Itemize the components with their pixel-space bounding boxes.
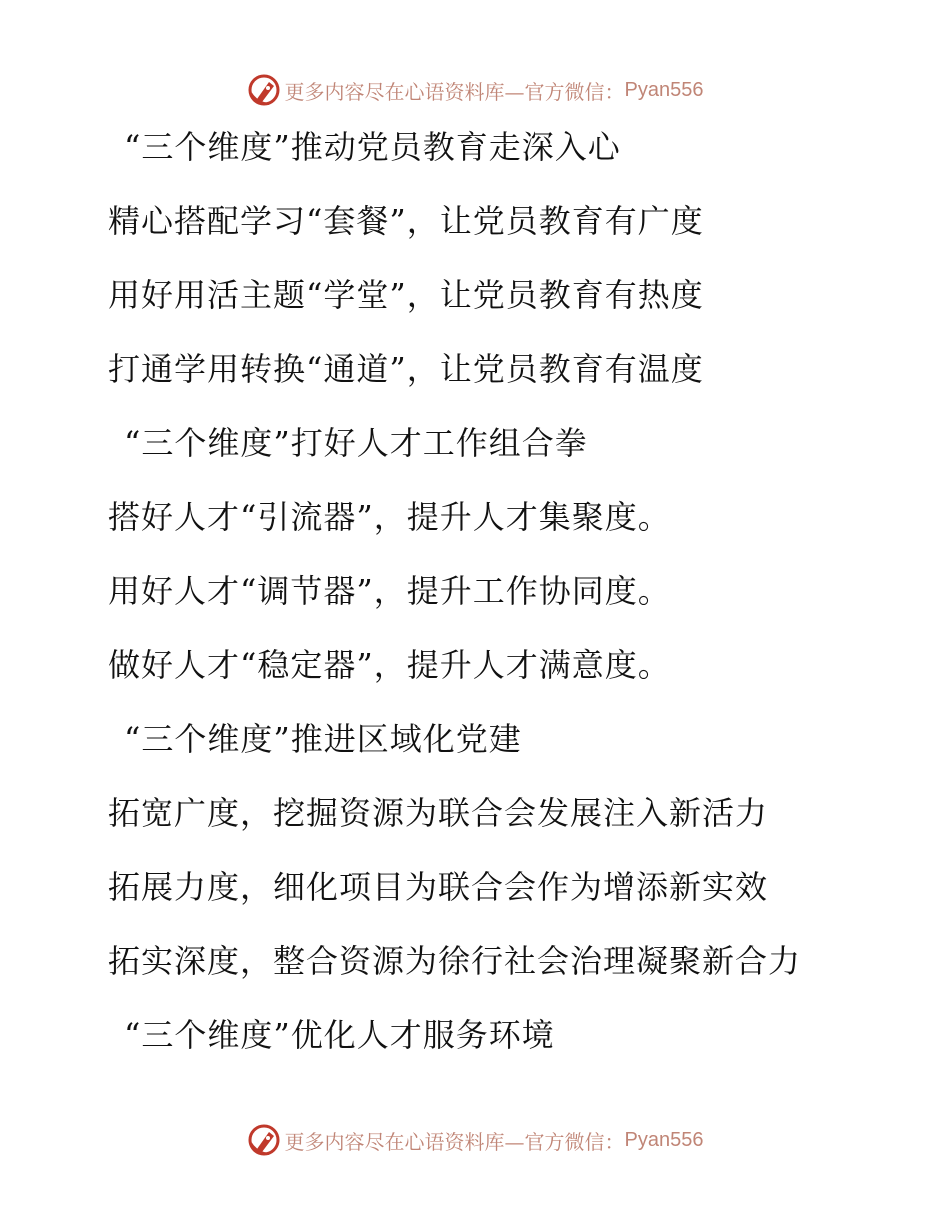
section-heading: “三个维度”推进区域化党建 [124,720,522,758]
pen-nib-logo-icon [247,1123,281,1157]
header-banner [0,70,950,110]
section-heading: “三个维度”打好人才工作组合拳 [124,424,588,462]
body-line: 拓实深度，整合资源为徐行社会治理凝聚新合力 [108,942,802,980]
pen-nib-logo-icon [247,73,281,107]
body-line: 精心搭配学习“套餐”，让党员教育有广度 [108,202,704,240]
footer-banner [0,1120,950,1160]
banner-text: 更多内容尽在心语资料库—官方微信： [284,79,625,104]
banner-wechat-id: Pyan556 [624,78,704,101]
banner-text: 更多内容尽在心语资料库—官方微信： [284,1129,625,1154]
section-heading: “三个维度”推动党员教育走深入心 [124,128,621,166]
body-line: 拓展力度，细化项目为联合会作为增添新实效 [108,868,769,906]
section-heading: “三个维度”优化人才服务环境 [124,1016,555,1054]
body-line: 搭好人才“引流器”，提升人才集聚度。 [108,498,671,536]
body-line: 做好人才“稳定器”，提升人才满意度。 [108,646,671,684]
body-line: 用好人才“调节器”，提升工作协同度。 [108,572,671,610]
body-line: 打通学用转换“通道”，让党员教育有温度 [108,350,704,388]
banner-wechat-id: Pyan556 [624,1128,704,1151]
body-line: 用好用活主题“学堂”，让党员教育有热度 [108,276,704,314]
body-line: 拓宽广度，挖掘资源为联合会发展注入新活力 [108,794,769,832]
